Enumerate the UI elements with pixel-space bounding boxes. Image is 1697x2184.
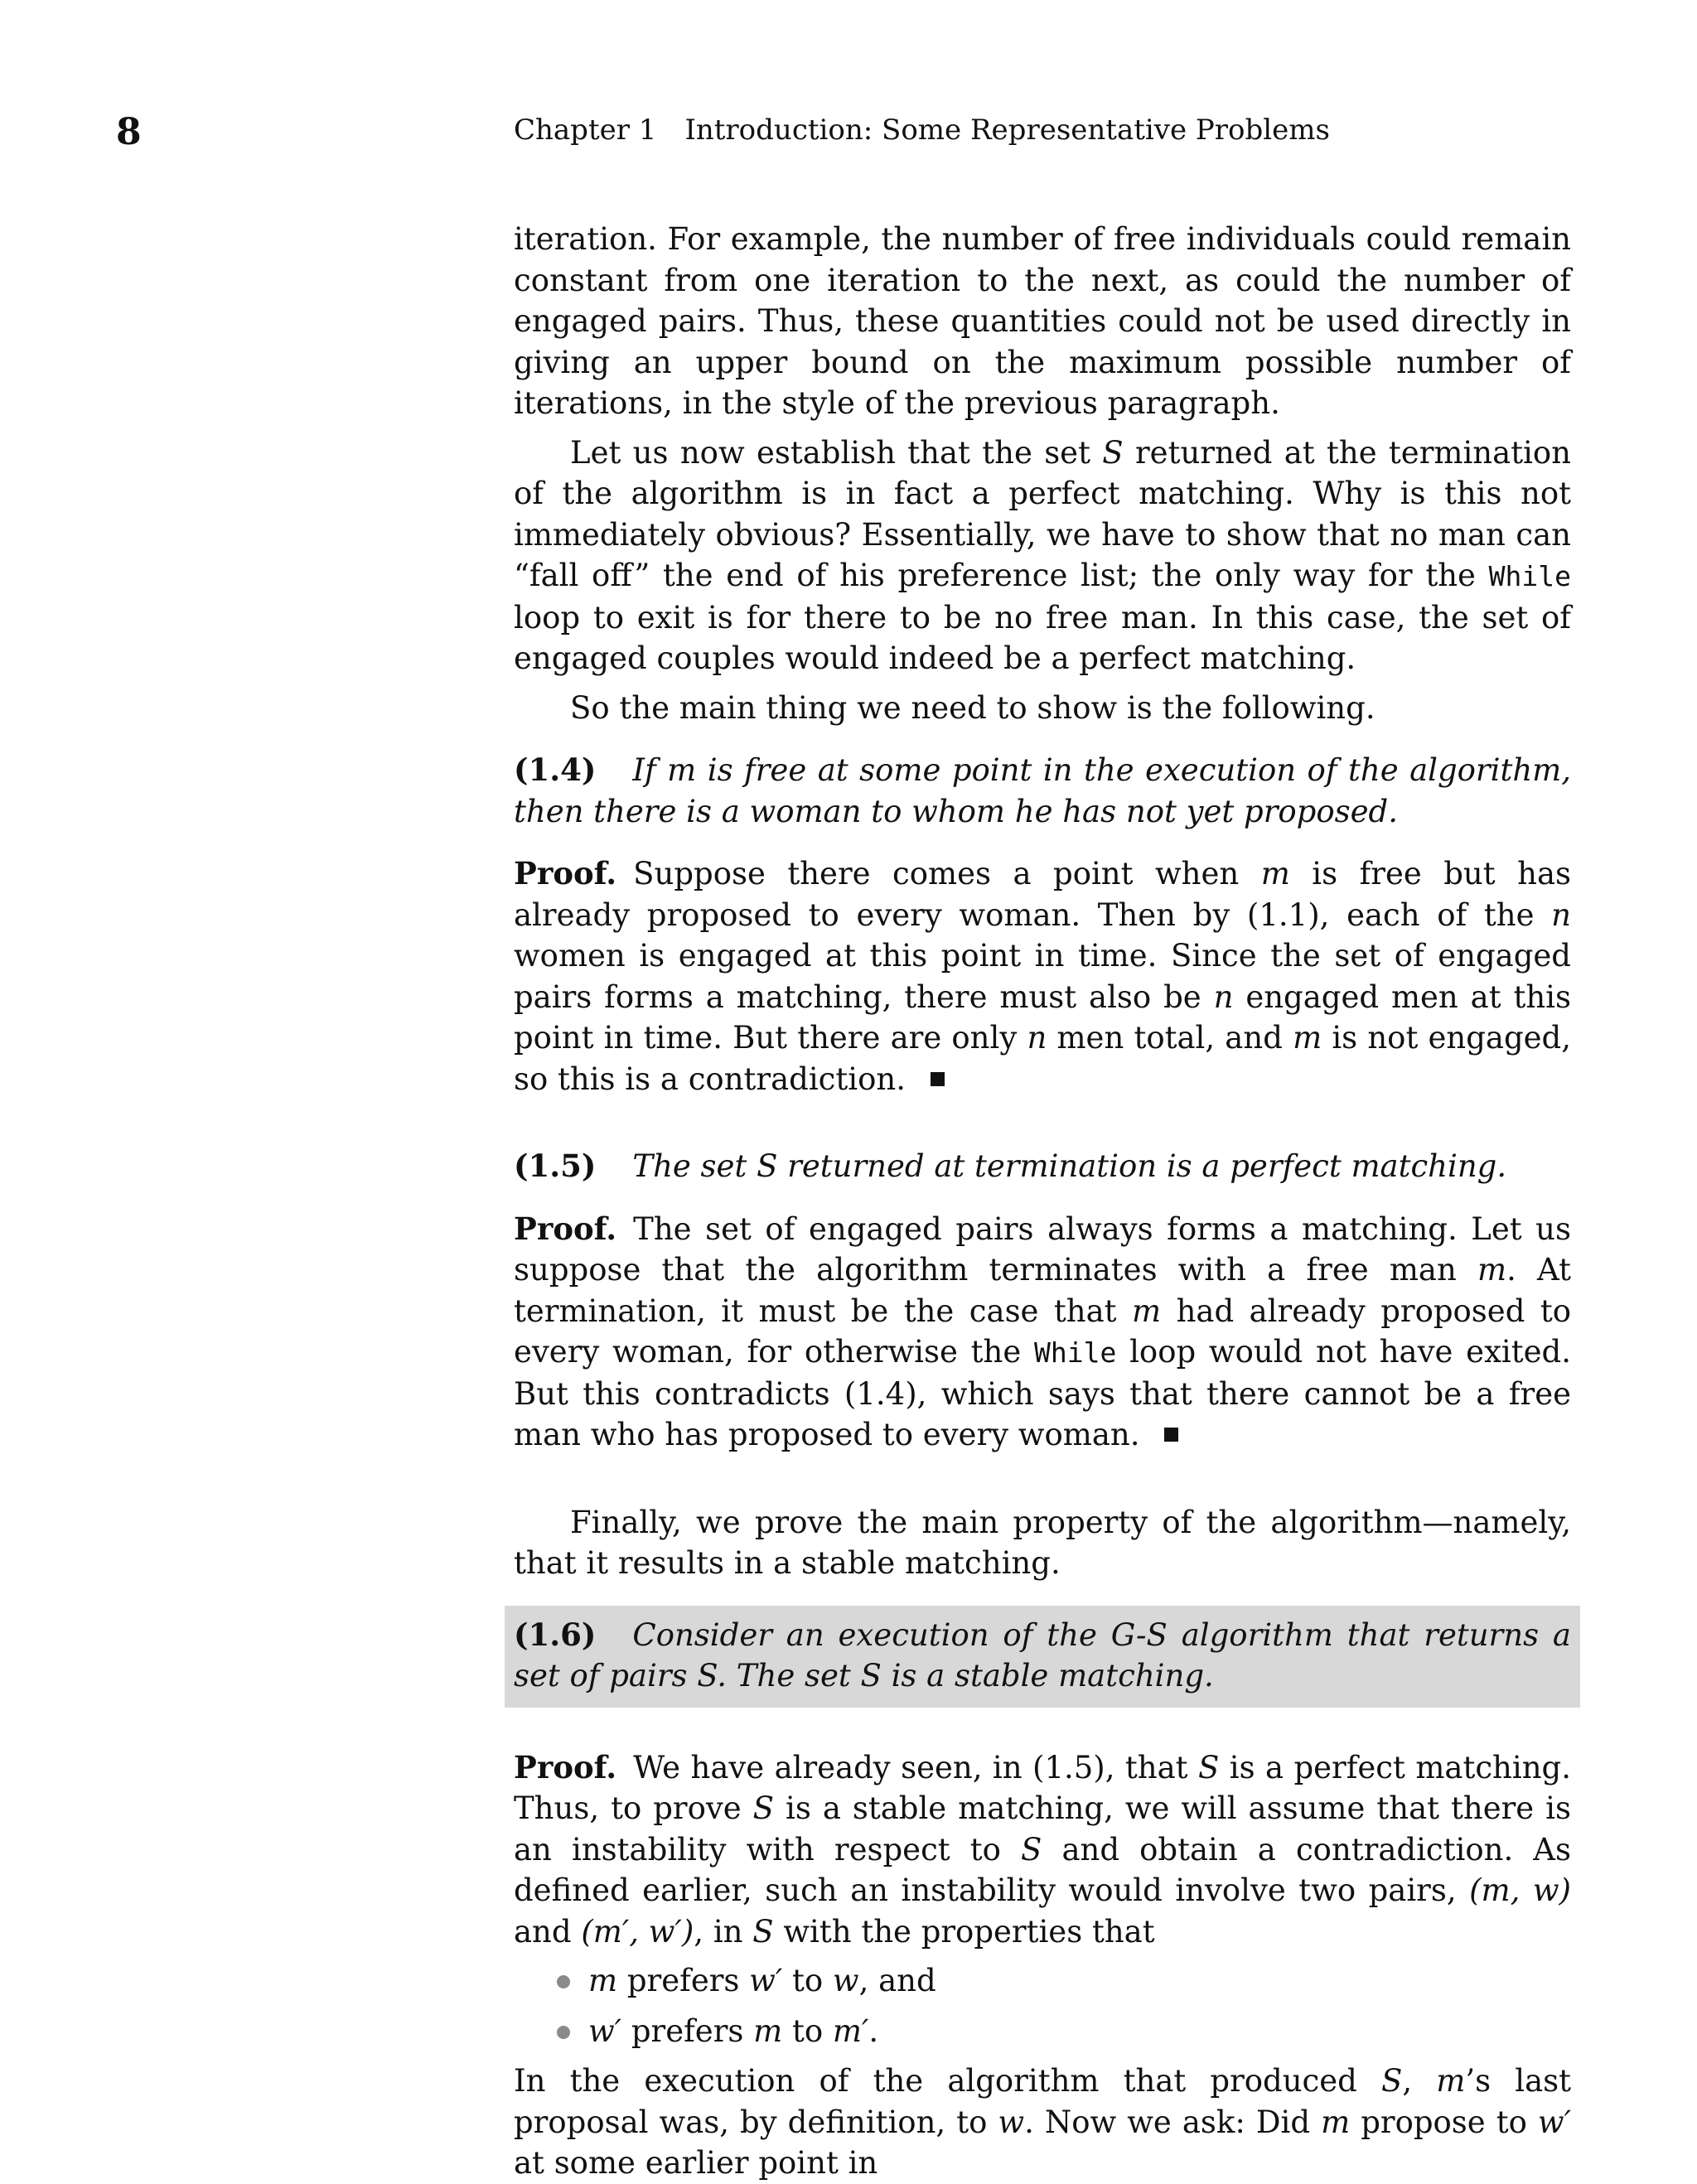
claim-1-5 <box>514 1146 1571 1187</box>
qed-square-icon <box>1164 1428 1178 1442</box>
claim-1-4 <box>514 750 1571 832</box>
list-item: m prefers w′ to w, and <box>514 1960 1571 2002</box>
claim-number: (1.4) <box>514 751 597 788</box>
claim-1-6 <box>514 1615 1571 1697</box>
code-while: While <box>1033 1336 1117 1369</box>
running-head <box>514 114 1330 147</box>
paragraph-main-thing: So the main thing we need to show is the following. <box>570 689 1375 726</box>
page-number: 8 <box>116 111 142 153</box>
claim-1-6-highlight <box>505 1606 1580 1708</box>
page-body <box>514 219 1571 2184</box>
proof-1-4: Proof. Suppose there comes a point when m is free but has already proposed to every woman. Then by (1.1), each of the n women is engaged at this point in time. Since the set of engaged pairs forms a matching, there must also be n engaged men at this point in time. But there are only n men total, and m is not engaged, so this is a contradiction. <box>514 855 1571 1097</box>
claim-number: (1.6) <box>514 1616 597 1653</box>
chapter-title: Introduction: Some Representative Problems <box>684 114 1330 147</box>
claim-statement: Consider an execution of the G-S algorithm that returns a set of pairs S. The set S is a stable matching. <box>514 1616 1571 1694</box>
paragraph-execution: In the execution of the algorithm that produced S, m’s last proposal was, by definition, to w. Now we ask: Did m propose to w′ at some earlier point in <box>514 2063 1571 2181</box>
claim-statement: If m is free at some point in the execution of the algorithm, then there is a woman to whom he has not yet proposed. <box>514 752 1571 829</box>
proof-label: Proof. <box>514 855 617 891</box>
bullet-icon <box>557 1975 570 1988</box>
paragraph-finally: Finally, we prove the main property of the algorithm—namely, that it results in a stable matching. <box>514 1504 1571 1581</box>
paragraph-iteration: iteration. For example, the number of free individuals could remain constant from one iteration to the next, as could the number of engaged pairs. Thus, these quantities could not be used directly in giving an upper bound on the maximum possible number of iterations, in the style of the previous paragraph. <box>514 221 1571 421</box>
bullet-icon <box>557 2026 570 2039</box>
proof-label: Proof. <box>514 1210 617 1247</box>
paragraph-establish: Let us now establish that the set S returned at the termination of the algorithm is in fact a perfect matching. Why is this not immediately obvious? Essentially, we have to show that no man can “fall off” the end of his preference list; the only way for the While loop to exit is for there to be no free man. In this case, the set of engaged couples would indeed be a perfect matching. <box>514 434 1571 676</box>
instability-properties-list <box>514 1960 1571 2051</box>
proof-1-5: Proof. The set of engaged pairs always forms a matching. Let us suppose that the algorithm terminates with a free man m. At termination, it must be the case that m had already proposed to every woman, for otherwise the While loop would not have exited. But this contradicts (1.4), which says that there cannot be a free man who has proposed to every woman. <box>514 1210 1571 1452</box>
proof-label: Proof. <box>514 1748 617 1785</box>
qed-square-icon <box>931 1072 945 1086</box>
claim-statement: The set S returned at termination is a perfect matching. <box>632 1148 1507 1184</box>
claim-number: (1.5) <box>514 1148 597 1184</box>
list-item: w′ prefers m to m′. <box>514 2011 1571 2052</box>
proof-1-6: Proof. We have already seen, in (1.5), that S is a perfect matching. Thus, to prove S is a stable matching, we will assume that there is an instability with respect to S and obtain a contradiction. As defined earlier, such an instability would involve two pairs, (m, w) and (m′, w′), in S with the properties that <box>514 1748 1572 1950</box>
chapter-label: Chapter 1 <box>514 114 657 147</box>
code-while: While <box>1488 560 1571 592</box>
